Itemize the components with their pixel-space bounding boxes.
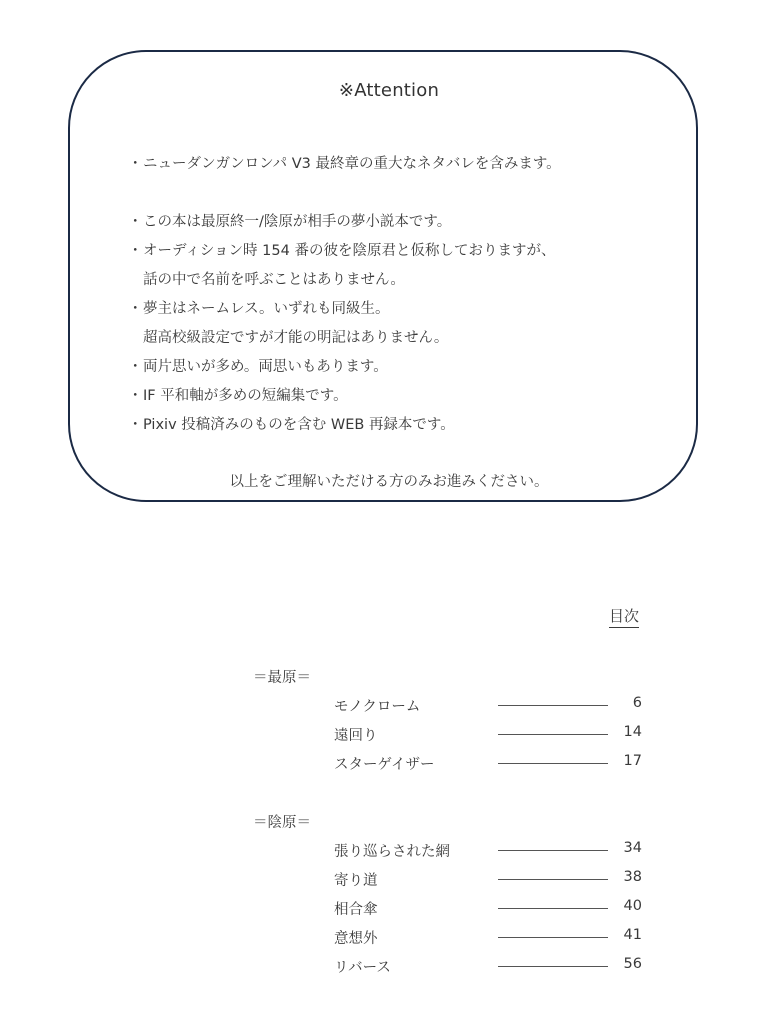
leader-line: [498, 763, 608, 764]
leader-line: [498, 734, 608, 735]
toc-entry-title: リバース: [334, 960, 391, 976]
bullet-icon: ・: [128, 243, 143, 259]
note-line-continuation: [128, 266, 648, 295]
toc-entry[interactable]: [334, 898, 642, 918]
toc-entry-page: 6: [632, 695, 642, 711]
toc-entry[interactable]: [334, 695, 642, 715]
toc-entry-page: 38: [623, 869, 642, 885]
attention-title: ※Attention: [338, 80, 440, 101]
note-line: [128, 295, 648, 324]
leader-line: [498, 937, 608, 938]
note-text: 両片思いが多め。両思いもあります。: [143, 359, 388, 375]
toc-entry-title: 意想外: [334, 931, 378, 947]
note-text: オーディション時 154 番の彼を陰原君と仮称しておりますが、: [143, 243, 556, 259]
toc-entry[interactable]: [334, 724, 642, 744]
note-text: Pixiv 投稿済みのものを含む WEB 再録本です。: [143, 417, 455, 433]
toc-entry-page: 41: [623, 927, 642, 943]
toc-entry-page: 14: [623, 724, 642, 740]
toc-entry[interactable]: [334, 927, 642, 947]
toc-entry-title: スターゲイザー: [334, 757, 435, 773]
attention-notes: [128, 150, 648, 440]
bullet-icon: ・: [128, 359, 143, 375]
toc-entry-title: 張り巡らされた網: [334, 844, 450, 860]
note-text: 夢主はネームレス。いずれも同級生。: [143, 301, 390, 317]
leader-line: [498, 705, 608, 706]
note-line: [128, 208, 648, 237]
note-text: ニューダンガンロンパ V3 最終章の重大なネタバレを含みます。: [143, 156, 561, 172]
note-text: IF 平和軸が多めの短編集です。: [143, 388, 348, 404]
toc-section-label: ＝陰原＝: [253, 815, 311, 831]
note-line: [128, 382, 648, 411]
toc-section-label: ＝最原＝: [253, 670, 311, 686]
note-line: [128, 237, 648, 266]
bullet-icon: ・: [128, 301, 143, 317]
toc-entry-page: 34: [623, 840, 642, 856]
note-line-continuation: [128, 324, 648, 353]
toc-heading: 目次: [609, 606, 639, 628]
toc-entry-title: 相合傘: [334, 902, 378, 918]
leader-line: [498, 966, 608, 967]
bullet-icon: ・: [128, 388, 143, 404]
note-line: [128, 150, 648, 179]
note-line: [128, 411, 648, 440]
note-line: [128, 353, 648, 382]
leader-line: [498, 908, 608, 909]
toc-entry[interactable]: [334, 869, 642, 889]
toc-entry-page: 40: [623, 898, 642, 914]
bullet-icon: ・: [128, 156, 143, 172]
toc-entry[interactable]: [334, 956, 642, 976]
bullet-icon: ・: [128, 214, 143, 230]
note-text: 超高校級設定ですが才能の明記はありません。: [143, 330, 449, 346]
toc-entry-title: モノクローム: [334, 699, 421, 715]
attention-closing: 以上をご理解いただける方のみお進みください。: [229, 474, 549, 490]
leader-line: [498, 850, 608, 851]
note-text: この本は最原終一/陰原が相手の夢小説本です。: [143, 214, 452, 230]
toc-entry-page: 17: [623, 753, 642, 769]
note-text: 話の中で名前を呼ぶことはありません。: [143, 272, 405, 288]
bullet-icon: ・: [128, 417, 143, 433]
note-spacer: [128, 179, 648, 208]
toc-entry-title: 寄り道: [334, 873, 378, 889]
toc-entry[interactable]: [334, 753, 642, 773]
leader-line: [498, 879, 608, 880]
toc-entry-page: 56: [623, 956, 642, 972]
toc-entry[interactable]: [334, 840, 642, 860]
toc-entry-title: 遠回り: [334, 728, 378, 744]
